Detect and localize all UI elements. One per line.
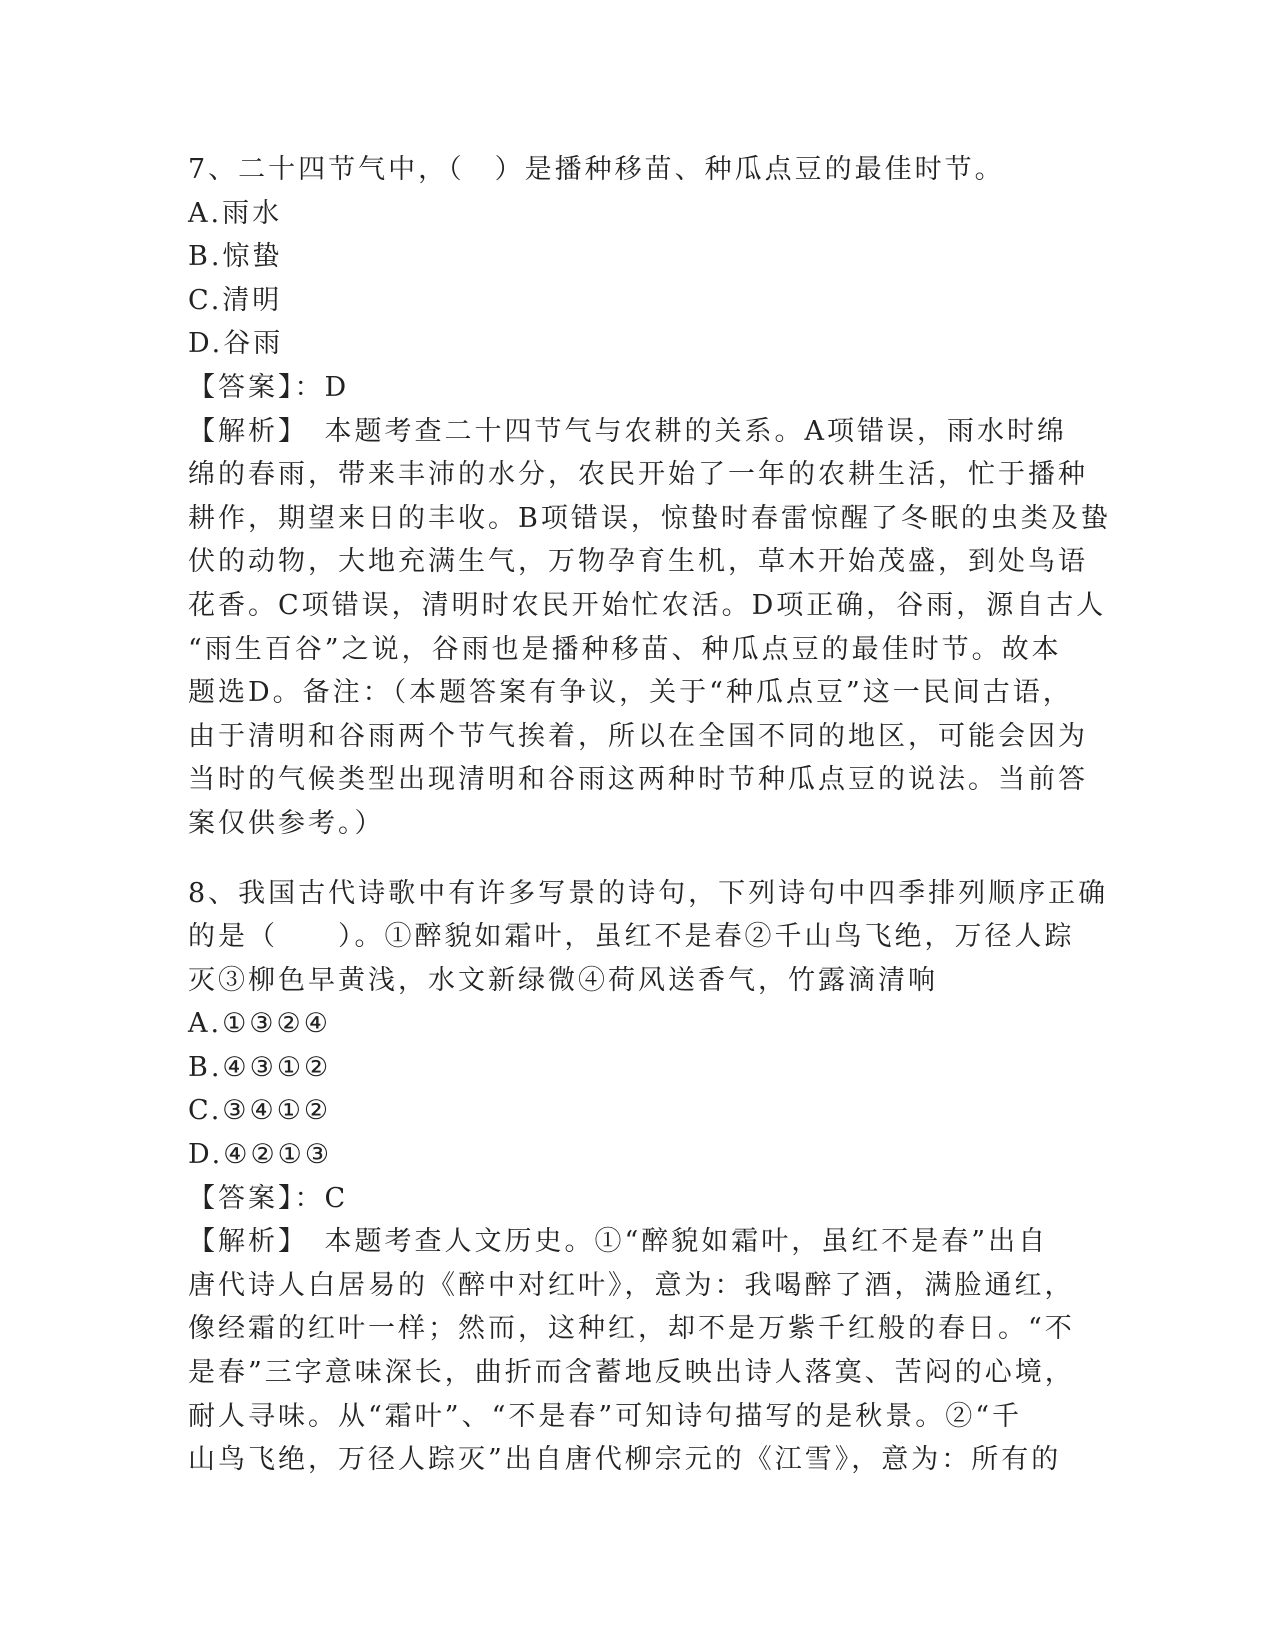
analysis-line: 由于清明和谷雨两个节气挨着，所以在全国不同的地区，可能会因为: [188, 720, 1088, 752]
analysis-line: 案仅供参考。）: [188, 807, 385, 839]
option-c: C.清明: [188, 284, 283, 316]
analysis-line: 是春”三字意味深长，曲折而含蓄地反映出诗人落寞、苦闷的心境，: [188, 1357, 1075, 1389]
option-c: C.③④①②: [188, 1095, 332, 1127]
analysis-line: 题选D。备注：（本题答案有争议，关于“种瓜点豆”这一民间古语，: [188, 677, 1073, 709]
question-stem: 8、我国古代诗歌中有许多写景的诗句，下列诗句中四季排列顺序正确: [188, 877, 1109, 909]
analysis-line: 唐代诗人白居易的《醉中对红叶》，意为：我喝醉了酒，满脸通红，: [188, 1269, 1075, 1301]
analysis-line: “雨生百谷”之说，谷雨也是播种移苗、种瓜点豆的最佳时节。故本: [188, 633, 1062, 665]
analysis-line: 山鸟飞绝，万径人踪灭”出自唐代柳宗元的《江雪》，意为：所有的: [188, 1444, 1062, 1476]
analysis-line: 当时的气候类型出现清明和谷雨这两种时节种瓜点豆的说法。当前答: [188, 764, 1088, 796]
analysis-line: 【解析】 本题考查二十四节气与农耕的关系。A项错误，雨水时绵: [188, 415, 1067, 447]
analysis-line: 像经霜的红叶一样；然而，这种红，却不是万紫千红般的春日。“不: [188, 1313, 1075, 1345]
question-7: [188, 148, 1111, 846]
analysis-line: 伏的动物，大地充满生气，万物孕育生机，草木开始茂盛，到处鸟语: [188, 546, 1088, 578]
analysis-line: 【解析】 本题考查人文历史。①“醉貌如霜叶，虽红不是春”出自: [188, 1226, 1049, 1258]
option-b: B.惊蛰: [188, 241, 283, 273]
analysis-line: 耕作，期望来日的丰收。B项错误，惊蛰时春雷惊醒了冬眠的虫类及蛰: [188, 502, 1111, 534]
question-spacer: [188, 846, 1088, 872]
analysis-line: 花香。C项错误，清明时农民开始忙农活。D项正确，谷雨，源自古人: [188, 589, 1107, 621]
answer-line: 【答案】：D: [188, 371, 350, 403]
question-stem: 7、二十四节气中，（ ）是播种移苗、种瓜点豆的最佳时节。: [188, 154, 1005, 185]
question-stem: 灭③柳色早黄浅，水文新绿微④荷风送香气，竹露滴清响: [188, 964, 938, 996]
option-a: A.雨水: [188, 197, 283, 229]
option-a: A.①③②④: [188, 1008, 331, 1040]
option-d: D.④②①③: [188, 1139, 333, 1171]
question-8: [188, 872, 1109, 1482]
answer-line: 【答案】：C: [188, 1182, 349, 1214]
option-d: D.谷雨: [188, 328, 284, 360]
question-stem: 的是（ ）。①醉貌如霜叶，虽红不是春②千山鸟飞绝，万径人踪: [188, 921, 1075, 953]
analysis-line: 耐人寻味。从“霜叶”、“不是春”可知诗句描写的是秋景。②“千: [188, 1400, 1023, 1432]
analysis-line: 绵的春雨，带来丰沛的水分，农民开始了一年的农耕生活，忙于播种: [188, 459, 1088, 491]
option-b: B.④③①②: [188, 1051, 332, 1083]
document-body: [188, 148, 1111, 1482]
